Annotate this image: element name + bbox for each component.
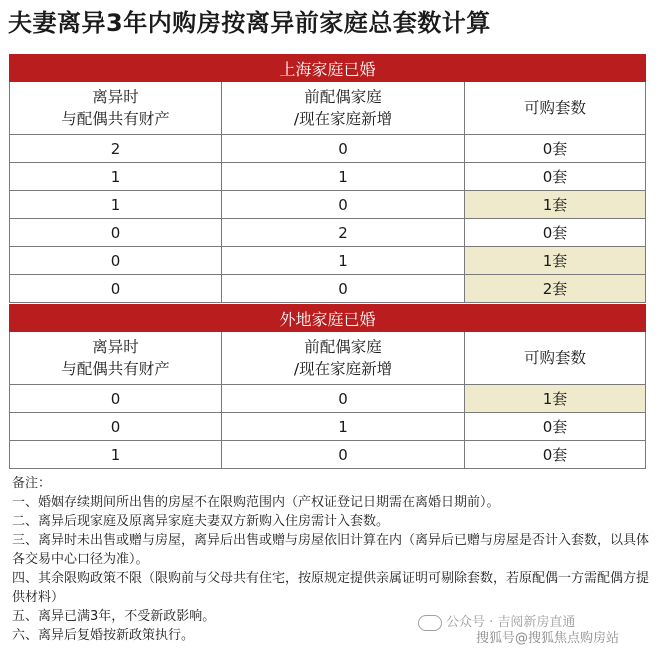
table-row [10, 413, 646, 441]
cell-purchasable: 0套 [465, 219, 646, 247]
header-purchasable: 可购套数 [465, 82, 646, 135]
table-row [10, 163, 646, 191]
cell-purchasable: 1套 [465, 385, 646, 413]
header-line: 离异时 [92, 88, 139, 106]
cell-shared-property: 1 [10, 163, 222, 191]
note-line: 三、离异时未出售或赠与房屋，离异后出售或赠与房屋依旧计算在内（离异后已赠与房屋是否计入套数，以具体各交易中心口径为准）。 [12, 533, 650, 567]
cell-shared-property: 0 [10, 275, 222, 303]
cell-ex-spouse: 0 [222, 441, 465, 469]
watermark [418, 614, 658, 650]
header-line: 前配偶家庭 [304, 338, 382, 356]
page-title: 夫妻离异3年内购房按离异前家庭总套数计算 [8, 9, 491, 37]
header-line: /现在家庭新增 [293, 110, 393, 128]
cell-purchasable: 0套 [465, 413, 646, 441]
section-title-shanghai: 上海家庭已婚 [10, 55, 646, 82]
cell-ex-spouse: 1 [222, 247, 465, 275]
header-line: /现在家庭新增 [293, 360, 393, 378]
cell-ex-spouse: 0 [222, 385, 465, 413]
table-row [10, 275, 646, 303]
cell-ex-spouse: 0 [222, 135, 465, 163]
table-row [10, 441, 646, 469]
note-line: 六、离异后复婚按新政策执行。 [12, 628, 195, 643]
cell-shared-property: 0 [10, 385, 222, 413]
cell-purchasable: 1套 [465, 247, 646, 275]
notes-heading: 备注： [12, 476, 52, 491]
cell-shared-property: 1 [10, 441, 222, 469]
cell-ex-spouse: 0 [222, 191, 465, 219]
note-line: 二、离异后现家庭及原离异家庭夫妻双方新购入住房需计入套数。 [12, 514, 390, 529]
cell-purchasable: 1套 [465, 191, 646, 219]
header-purchasable: 可购套数 [465, 332, 646, 385]
cell-ex-spouse: 0 [222, 275, 465, 303]
cell-purchasable: 0套 [465, 441, 646, 469]
header-line: 离异时 [92, 338, 139, 356]
table-body-nonlocal [10, 385, 646, 469]
header-line: 与配偶共有财产 [61, 110, 170, 128]
header-ex-spouse [222, 82, 465, 135]
header-shared-property [10, 82, 222, 135]
header-ex-spouse [222, 332, 465, 385]
table-row [10, 247, 646, 275]
cell-shared-property: 0 [10, 413, 222, 441]
section-title-nonlocal: 外地家庭已婚 [10, 305, 646, 332]
header-line: 前配偶家庭 [304, 88, 382, 106]
note-line: 五、离异已满3年，不受新政影响。 [12, 609, 216, 624]
table-row [10, 135, 646, 163]
table-shanghai [9, 54, 646, 303]
cell-shared-property: 0 [10, 247, 222, 275]
cell-shared-property: 0 [10, 219, 222, 247]
table-row [10, 385, 646, 413]
table-body-shanghai [10, 135, 646, 303]
header-shared-property [10, 332, 222, 385]
cell-ex-spouse: 2 [222, 219, 465, 247]
watermark-line2: 搜狐号@搜狐焦点购房站 [476, 631, 620, 646]
note-line: 四、其余限购政策不限（限购前与父母共有住宅，按原规定提供亲属证明可剔除套数，若原配偶一方需配偶方提供材料） [12, 571, 650, 605]
cell-ex-spouse: 1 [222, 413, 465, 441]
cell-shared-property: 1 [10, 191, 222, 219]
cell-purchasable: 0套 [465, 135, 646, 163]
table-row [10, 191, 646, 219]
header-line: 与配偶共有财产 [61, 360, 170, 378]
cell-purchasable: 0套 [465, 163, 646, 191]
cell-purchasable: 2套 [465, 275, 646, 303]
wechat-icon [418, 615, 442, 631]
note-line: 一、婚姻存续期间所出售的房屋不在限购范围内（产权证登记日期需在离婚日期前）。 [12, 495, 500, 510]
cell-ex-spouse: 1 [222, 163, 465, 191]
table-row [10, 219, 646, 247]
cell-shared-property: 2 [10, 135, 222, 163]
table-nonlocal [9, 304, 646, 469]
watermark-line1: 公众号 · 吉阅新房直通 [446, 615, 576, 630]
